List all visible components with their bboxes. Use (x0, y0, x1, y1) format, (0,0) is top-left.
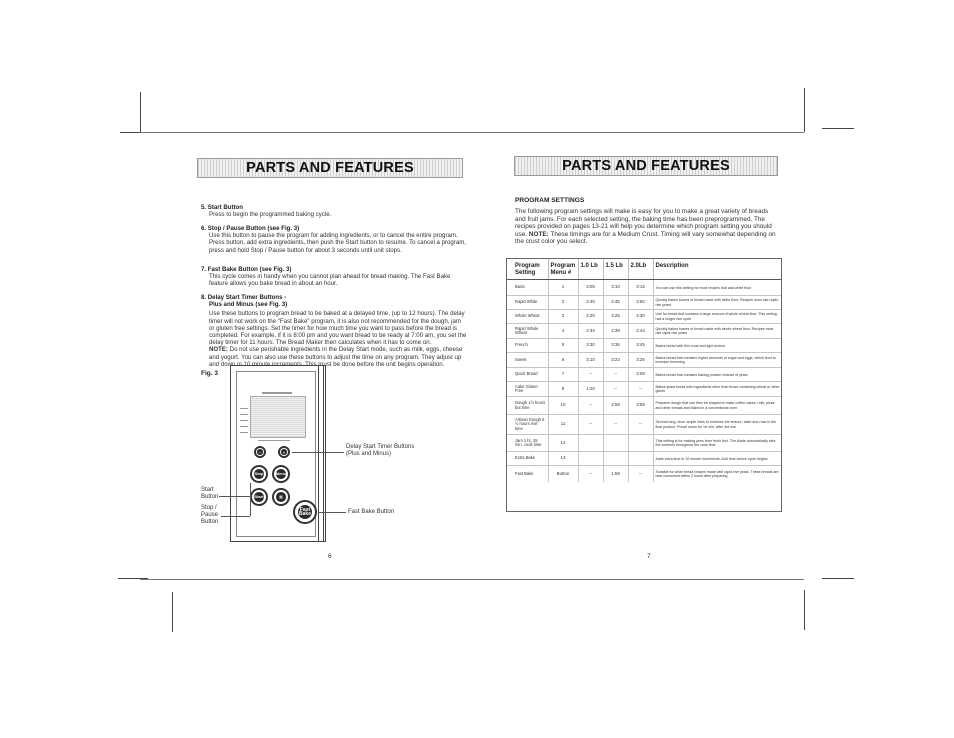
intro-note-text: These timings are for a Medium Crust. Timing will vary somewhat depending on the crust color you select. (515, 230, 776, 246)
table-cell-description: Bakes bread that contains baking powder instead of yeast (653, 368, 782, 382)
crust-button[interactable] (272, 488, 290, 506)
lcd-display (250, 396, 306, 438)
column-header: Program Menu # (548, 258, 578, 280)
table-cell-setting: Quick Bread (506, 368, 548, 382)
table-cell-setting: Whole Wheat (506, 310, 548, 324)
table-cell-value: -- (628, 382, 653, 397)
crop-mark (140, 92, 141, 132)
table-cell-value: 3:10 (578, 353, 603, 368)
table-row (506, 280, 782, 296)
callout-fast-bake: Fast Bake Button (348, 509, 395, 515)
table-cell-value: 2:08 (628, 368, 653, 382)
left-page-banner (197, 158, 463, 178)
crop-mark (172, 592, 173, 632)
table-row (506, 466, 782, 482)
callout-delay-timer: Delay Start Timer Buttons (Plus and Minus) (346, 444, 415, 457)
callout-line (292, 452, 344, 453)
table-cell-value: 3:15 (628, 280, 653, 296)
callout-line (250, 483, 251, 516)
table-row (506, 310, 782, 324)
section-heading: 7. Fast Bake Button (see Fig. 3) (201, 266, 292, 273)
table-cell-value (628, 435, 653, 452)
table-cell-value: 3:05 (578, 280, 603, 296)
table-cell-value: 2 (548, 296, 578, 310)
table-cell-description: Quickly bakes loaves of bread made with whole wheat flour. Recipes must use rapid-rise yeast (653, 324, 782, 339)
table-cell-value (603, 435, 628, 452)
table-cell-value: 2:45 (603, 296, 628, 310)
column-header: 1.5 Lb (603, 258, 628, 280)
table-cell-setting: Cake Gluten Free (506, 382, 548, 397)
table-cell-value: 3:22 (603, 353, 628, 368)
right-page-banner (514, 156, 778, 176)
section-delay-start-timer (201, 294, 467, 368)
table-cell-value: -- (603, 382, 628, 397)
panel-fine-print (258, 440, 290, 441)
table-cell-value: 2:39 (603, 324, 628, 339)
section-heading-sub: Plus and Minus (see Fig. 3) (209, 301, 288, 309)
program-settings-intro (515, 208, 777, 246)
delay-minus-button[interactable] (254, 446, 266, 458)
callout-line (221, 516, 250, 517)
table-cell-value: 3:36 (603, 339, 628, 353)
table-row (506, 382, 782, 397)
table-cell-description: Quickly bakes loaves of bread made with white flour. Recipes must use rapid-rise yeast. (653, 296, 782, 310)
table-cell-description: You can use this setting for most recipes that add white flour (653, 280, 782, 296)
section-body: This cycle comes in handy when you cannot plan ahead for bread making. The Fast Bake feature allows you bake bread in about an hour. (209, 273, 451, 288)
column-header: Description (653, 258, 782, 280)
table-cell-value: 12 (548, 435, 578, 452)
table-cell-setting: Fast Bake (506, 466, 548, 482)
table-cell-value: 2:44 (628, 324, 653, 339)
table-cell-value: 1:58 (603, 466, 628, 482)
page-number-right: 7 (647, 553, 651, 560)
table-header-row (506, 258, 782, 280)
table-cell-value: 4:25 (603, 310, 628, 324)
callout-line (318, 512, 346, 513)
menu-button[interactable] (272, 465, 290, 483)
table-cell-value: 4:20 (578, 310, 603, 324)
program-settings-title: PROGRAM SETTINGS (515, 197, 585, 204)
table-cell-value (628, 452, 653, 466)
table-cell-setting: French (506, 339, 548, 353)
section-body: Use this button to pause the program for adding ingredients, or to cancel the entire program. Press button, add extra ingredients, then push the Start button to resume. To cancel a program, press and hold Stop / Pause button for about 3 seconds until unit stops. (209, 232, 466, 254)
fast-bake-button-label: Fast Bake (299, 507, 311, 517)
section-stop-pause-button (201, 225, 467, 254)
table-cell-value: 10 (548, 397, 578, 415)
table-cell-description: Suitable for white bread recipes made with rapid rise yeast. These breads are best consumed within 2 hours after preparing. (653, 466, 782, 482)
table-cell-value: -- (603, 368, 628, 382)
table-cell-value: 7 (548, 368, 578, 382)
panel-fine-print (262, 392, 292, 394)
table-row (506, 339, 782, 353)
panel-fine-print (240, 408, 248, 409)
panel-fine-print (240, 414, 248, 415)
table-cell-setting: Rapid Whole Wheat (506, 324, 548, 339)
table-cell-value: 1 (548, 280, 578, 296)
table-row (506, 415, 782, 435)
table-cell-value: -- (578, 368, 603, 382)
table-cell-description: Use for bread that contains a large amount of whole wheat flour. This setting has a longer rise cycle (653, 310, 782, 324)
figure-label: Fig. 3 (201, 370, 218, 377)
table-cell-setting: Extra Bake (506, 452, 548, 466)
section-fast-bake-button (201, 266, 467, 288)
table-cell-value: -- (628, 466, 653, 482)
banner-title: PARTS AND FEATURES (562, 158, 730, 174)
table-cell-value: 3:10 (603, 280, 628, 296)
table-cell-description: This setting is for making jams from fresh fruit. The blade automatically stirs the contents throughout the cook time (653, 435, 782, 452)
intro-note-label: NOTE: (528, 230, 549, 238)
table-row (506, 452, 782, 466)
table-cell-value: -- (603, 415, 628, 435)
crop-mark (822, 128, 854, 129)
table-cell-value: 2:34 (578, 324, 603, 339)
panel-fine-print (240, 426, 248, 427)
table-cell-setting: Sweet (506, 353, 548, 368)
start-button[interactable] (250, 488, 268, 506)
table-cell-value: -- (578, 466, 603, 482)
note-label: NOTE: (209, 346, 228, 354)
plus-icon: + (282, 449, 286, 455)
callout-stop-pause: Stop / Pause Button (201, 505, 219, 525)
table-cell-setting: Basic (506, 280, 548, 296)
crop-mark (822, 578, 854, 579)
table-cell-value: 3:30 (578, 339, 603, 353)
section-heading: 8. Delay Start Timer Buttons - (201, 294, 287, 301)
panel-fine-print (240, 420, 248, 421)
table-cell-value (578, 435, 603, 452)
table-cell-setting: Artisan Dough 5 ½ hours rise time (506, 415, 548, 435)
menu-button-label: Menu (276, 469, 286, 479)
stop-button-label: Stop (254, 469, 264, 479)
section-heading: 5. Start Button (201, 204, 243, 211)
table-cell-value: 1:20 (578, 382, 603, 397)
table-cell-value: 3 (548, 310, 578, 324)
fast-bake-button[interactable] (293, 500, 317, 524)
table-cell-value: Button (548, 466, 578, 482)
table-cell-value: -- (578, 397, 603, 415)
table-cell-value: 3:25 (628, 353, 653, 368)
table-cell-description: Prepares dough that can then be shaped to make coffee cakes, rolls, pizza and other breads and baked in a conventional oven (653, 397, 782, 415)
table-cell-value: 4 (548, 324, 578, 339)
page-number-left: 6 (328, 553, 332, 560)
table-cell-value: 2:50 (628, 296, 653, 310)
table-cell-value: 3:45 (628, 339, 653, 353)
crust-icon: ▦ (276, 492, 286, 502)
table-cell-value: 11 (548, 415, 578, 435)
column-header: 1.0 Lb (578, 258, 603, 280)
minus-icon: − (258, 449, 262, 455)
table-cell-value: 3:59 (628, 397, 653, 415)
table-row (506, 353, 782, 368)
table-cell-value: 6 (548, 353, 578, 368)
table-cell-description: Bakes bread that contains higher amounts of sugar and eggs, which tend to increase browning (653, 353, 782, 368)
delay-plus-button[interactable] (278, 446, 290, 458)
table-cell-setting: Dough 1½ hours but time (506, 397, 548, 415)
table-cell-description: Adds extra time in 10 minute increments. Add time before cycle begins (653, 452, 782, 466)
table-row (506, 296, 782, 310)
note-text: Do not use perishable ingredients in the Delay Start mode, such as milk, eggs, cheese and yogurt. You can also use these buttons to adjust the time on any program. They adjust up and down in 10 minute increments. This must be done before the unit begins operation. (209, 346, 463, 368)
table-cell-value: 5 (548, 339, 578, 353)
table-cell-value (578, 452, 603, 466)
table-cell-value: 4:30 (628, 310, 653, 324)
start-button-label: Start (254, 492, 264, 502)
crop-mark (804, 88, 805, 132)
table-row (506, 435, 782, 452)
section-body: Use these buttons to program bread to be baked at a delayed time, (up to 12 hours). The delay timer will not work on the "Fast Bake" program, it is also not recommended for the dough, jam or gluten free settings. Set the timer for how much time you want to pass before the bread is completed. For example, if it is 8:00 pm and you want bread to be ready at 7:00 am, you set the delay timer for 11 hours. The Bread Maker then calculates when it has to come on. (209, 310, 467, 347)
section-body: Press to begin the programmed baking cycle. (209, 211, 332, 219)
panel-fine-print (240, 432, 248, 433)
section-heading: 6. Stop / Pause Button (see Fig. 3) (201, 225, 300, 232)
column-header: Program Setting (506, 258, 548, 280)
table-row (506, 368, 782, 382)
section-start-button (201, 204, 467, 218)
table-cell-value (603, 452, 628, 466)
banner-title: PARTS AND FEATURES (246, 160, 414, 176)
program-settings-table (506, 258, 782, 482)
table-cell-value: -- (628, 415, 653, 435)
table-cell-setting: Jam 1 hr, 25 min. cook time (506, 435, 548, 452)
crop-mark (804, 590, 805, 630)
table-cell-value: -- (578, 415, 603, 435)
callout-start: Start Button (201, 487, 219, 500)
table-cell-value: 2:58 (603, 397, 628, 415)
table-cell-value: 2:40 (578, 296, 603, 310)
table-row (506, 397, 782, 415)
column-header: 2.0Lb (628, 258, 653, 280)
table-cell-value: 13 (548, 452, 578, 466)
control-panel-edge (318, 365, 324, 542)
table-cell-description: Bakes bread with thin crust and light texture (653, 339, 782, 353)
intro-text: The following program settings will make is easy for you to make a great variety of breads and fruit jams. For each selected setting, the baking time has been preprogrammed. The recipes provided on pages 13-21 will help you determine which program setting you should use. (515, 208, 772, 238)
stop-pause-button[interactable] (250, 465, 268, 483)
table-cell-description: Several long, slow, ample rises to enhance the texture, taste and rose in the final product. Punch down for 16 min. after 3rd rise (653, 415, 782, 435)
table-cell-description: Bakes yeast bread with ingredients other than those containing wheat or other gluten (653, 382, 782, 397)
table-row (506, 324, 782, 339)
callout-line (219, 496, 250, 497)
table-cell-value: 8 (548, 382, 578, 397)
table-cell-setting: Rapid White (506, 296, 548, 310)
